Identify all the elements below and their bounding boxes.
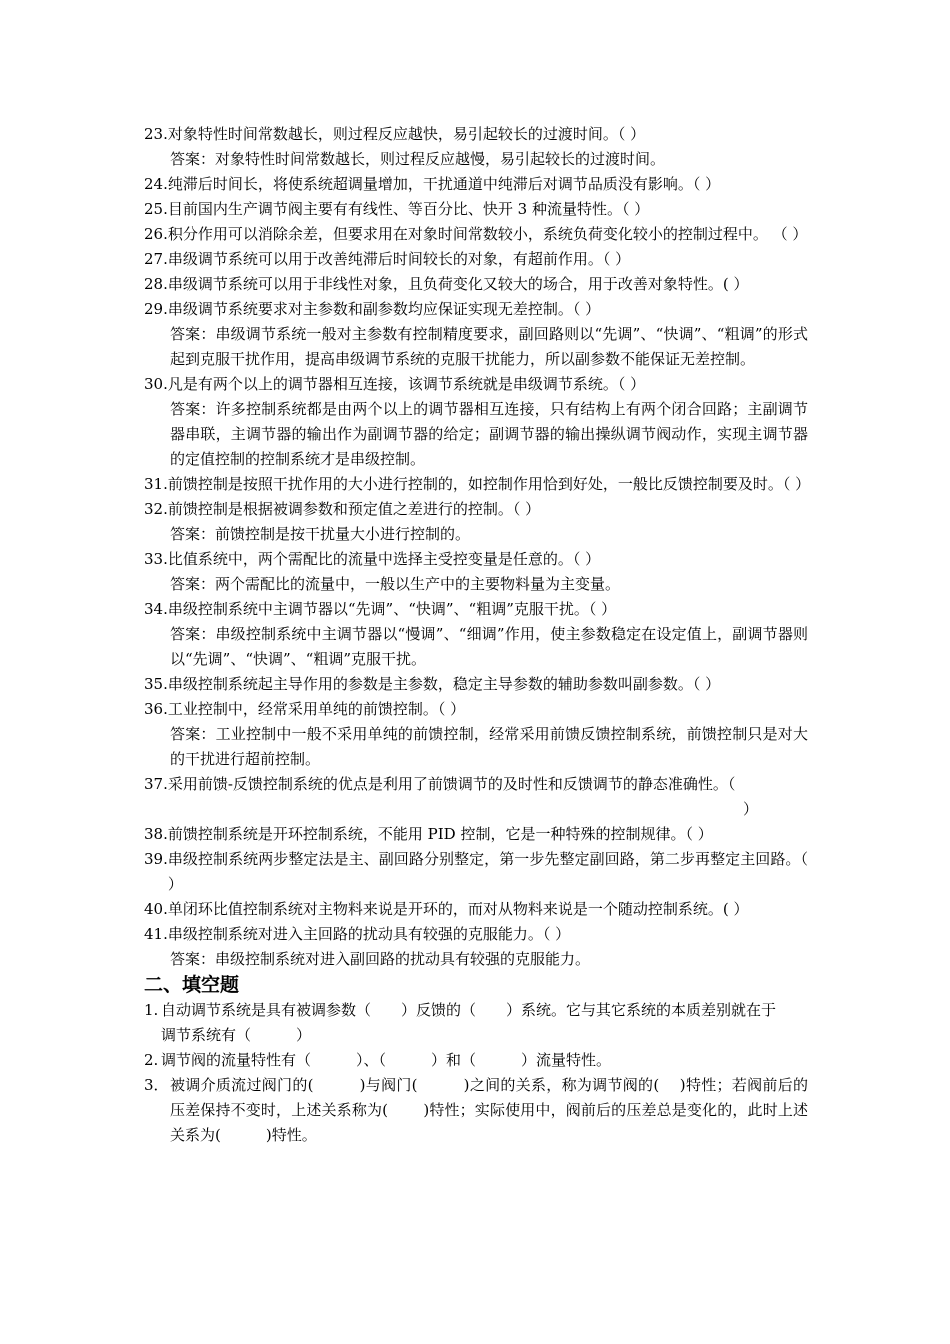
question-text: 串级调节系统可以用于改善纯滞后时间较长的对象，有超前作用。（ ） [167,250,631,268]
question-text: 采用前馈-反馈控制系统的优点是利用了前馈调节的及时性和反馈调节的静态准确性。（ [167,775,736,793]
question-number: 30. [144,375,168,393]
question-number: 36. [144,700,168,718]
question-number: 34. [144,600,168,618]
fill-blank-3 [144,1073,808,1148]
question-25 [144,197,808,222]
answer-32: 答案：前馈控制是按干扰量大小进行控制的。 [170,525,471,543]
question-38 [144,822,808,847]
answer-23: 答案：对象特性时间常数越长，则过程反应越慢，易引起较长的过渡时间。 [170,150,666,168]
question-number: 31. [144,475,168,493]
question-text: 前馈控制是根据被调参数和预定值之差进行的控制。（ ） [167,500,541,518]
question-29 [144,297,808,322]
question-40 [144,897,808,922]
answer-41: 答案：串级控制系统对进入副回路的扰动具有较强的克服能力。 [170,950,591,968]
question-text: 积分作用可以消除余差，但要求用在对象时间常数较小，系统负荷变化较小的控制过程中。 （ ） [167,225,808,243]
question-text: 目前国内生产调节阀主要有有线性、等百分比、快开 3 种流量特性。（ ） [167,200,650,218]
question-28 [144,272,808,297]
question-35 [144,672,808,697]
question-27 [144,247,808,272]
section-heading: 二、填空题 [144,974,240,996]
question-30 [144,372,808,397]
question-text: 串级控制系统起主导作用的参数是主参数，稳定主导参数的辅助参数叫副参数。（ ） [167,675,721,693]
question-number: 38. [144,825,168,843]
question-31 [144,472,811,497]
question-number: 37. [144,775,168,793]
question-26 [144,222,808,247]
question-text: 串级调节系统要求对主参数和副参数均应保证实现无差控制。（ ） [167,300,601,318]
fill-number: 3． [144,1076,169,1094]
question-number: 26. [144,225,168,243]
answer-33: 答案：两个需配比的流量中，一般以生产中的主要物料量为主变量。 [170,575,621,593]
fill-text: 自动调节系统是具有被调参数（ ）反馈的（ ）系统。它与其它系统的本质差别就在于 [161,1001,777,1019]
question-text: 单闭环比值控制系统对主物料来说是开环的，而对从物料来说是一个随动控制系统。( ） [167,900,749,918]
question-number: 32. [144,500,168,518]
question-33 [144,547,808,572]
question-number: 39. [144,850,168,868]
answer-30: 答案：许多控制系统都是由两个以上的调节器相互连接，只有结构上有两个闭合回路；主副调节器串联，主调节器的输出作为副调节器的给定；副调节器的输出操纵调节阀动作，实现主调节器的定值控制的控制系统才是串级控制。 [170,400,808,468]
fill-blank-2 [144,1048,808,1073]
question-text: 串级控制系统两步整定法是主、副回路分别整定，第一步先整定副回路，第二步再整定主回路。（ ） [167,850,808,893]
question-24 [144,172,808,197]
question-number: 35. [144,675,168,693]
question-number: 24. [144,175,168,193]
question-text: 纯滞后时间长，将使系统超调量增加，干扰通道中纯滞后对调节品质没有影响。（ ） [167,175,721,193]
question-text: 串级控制系统对进入主回路的扰动具有较强的克服能力。（ ） [167,925,571,943]
fill-text: 被调介质流过阀门的( )与阀门( )之间的关系，称为调节阀的( )特性；若阀前后的压差保持不变时，上述关系称为( )特性；实际使用中，阀前后的压差总是变化的，此时上述关系为( )特性。 [170,1076,808,1144]
fill-text-continuation: 调节系统有（ ） [161,1026,312,1044]
question-32 [144,497,808,522]
question-number: 28. [144,275,168,293]
question-36 [144,697,808,722]
question-number: 25. [144,200,168,218]
question-text: 比值系统中，两个需配比的流量中选择主受控变量是任意的。（ ） [167,550,601,568]
answer-29: 答案：串级调节系统一般对主参数有控制精度要求，副回路则以“先调”、“快调”、“粗调”的形式起到克服干扰作用，提高串级调节系统的克服干扰能力，所以副参数不能保证无差控制。 [170,325,808,368]
fill-blank-1 [144,998,808,1048]
question-number: 23. [144,125,168,143]
question-text: 前馈控制系统是开环控制系统，不能用 PID 控制，它是一种特殊的控制规律。（ ） [167,825,713,843]
question-number: 29. [144,300,168,318]
question-37 [144,772,808,797]
question-39 [144,847,808,897]
question-number: 33. [144,550,168,568]
question-list [144,122,811,1148]
question-number: 41. [144,925,168,943]
question-37-paren: ） [742,800,758,818]
question-number: 40. [144,900,168,918]
question-text: 前馈控制是按照干扰作用的大小进行控制的，如控制作用恰到好处，一般比反馈控制要及时。（ ） [167,475,811,493]
answer-36: 答案：工业控制中一般不采用单纯的前馈控制，经常采用前馈反馈控制系统，前馈控制只是对大的干扰进行超前控制。 [170,725,808,768]
fill-number: 1. [144,1001,159,1019]
fill-number: 2. [144,1051,159,1069]
question-number: 27. [144,250,168,268]
question-34 [144,597,808,622]
question-text: 串级调节系统可以用于非线性对象，且负荷变化又较大的场合，用于改善对象特性。( ） [167,275,749,293]
question-text: 凡是有两个以上的调节器相互连接，该调节系统就是串级调节系统。（ ） [167,375,646,393]
question-text: 对象特性时间常数越长，则过程反应越快，易引起较长的过渡时间。（ ） [167,125,646,143]
question-text: 工业控制中，经常采用单纯的前馈控制。（ ） [167,700,466,718]
question-text: 串级控制系统中主调节器以“先调”、“快调”、“粗调”克服干扰。（ ） [167,600,617,618]
answer-34: 答案：串级控制系统中主调节器以“慢调”、“细调”作用，使主参数稳定在设定值上，副调节器则以“先调”、“快调”、“粗调”克服干扰。 [170,625,808,668]
fill-text: 调节阀的流量特性有（ ）、（ ）和（ ）流量特性。 [161,1051,612,1069]
question-23 [144,122,808,147]
question-41 [144,922,808,947]
